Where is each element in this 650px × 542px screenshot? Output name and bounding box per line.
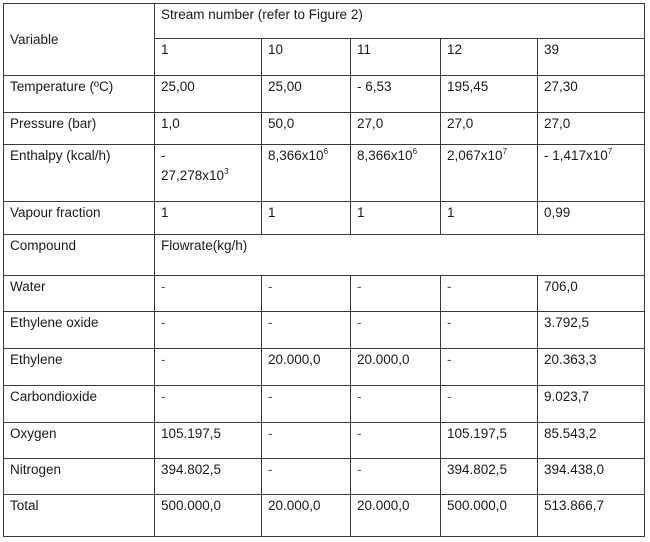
table-cell: 20.363,3 — [538, 349, 645, 386]
enthalpy-row — [4, 145, 645, 201]
table-cell: 1 — [441, 201, 538, 234]
enthalpy-exponent: 7 — [607, 147, 613, 157]
enthalpy-mantissa: 2,067x10 — [447, 148, 503, 164]
table-cell: 1 — [155, 201, 262, 234]
table-cell: 20.000,0 — [262, 349, 351, 386]
total-row — [4, 494, 645, 536]
row-label: Pressure (bar) — [4, 113, 155, 145]
row-label: Oxygen — [4, 423, 155, 458]
table-cell: 500.000,0 — [155, 494, 262, 536]
table-cell: 27,0 — [441, 113, 538, 145]
table-cell: - — [262, 312, 351, 349]
pressure-row — [4, 113, 645, 145]
table-cell: - — [262, 275, 351, 311]
temperature-row — [4, 76, 645, 113]
table-cell: - — [155, 349, 262, 386]
table-cell: 1 — [262, 201, 351, 234]
stream-39-header: 39 — [538, 39, 645, 76]
enthalpy-mantissa: - 1,417x10 — [544, 148, 608, 164]
stream-11-header: 11 — [351, 39, 441, 76]
carbondioxide-row — [4, 386, 645, 423]
row-label: Enthalpy (kcal/h) — [4, 145, 155, 201]
enthalpy-mantissa: 8,366x10 — [268, 148, 324, 164]
stream-12-header: 12 — [441, 39, 538, 76]
variable-header: Variable — [4, 4, 155, 76]
enthalpy-exponent: 6 — [412, 147, 418, 157]
stream-data-table — [3, 3, 645, 537]
compound-header-row — [4, 234, 645, 275]
table-cell: 3.792,5 — [538, 312, 645, 349]
oxygen-row — [4, 423, 645, 458]
table-cell: 195,45 — [441, 76, 538, 113]
table-cell: 27,0 — [351, 113, 441, 145]
table-cell: 0,99 — [538, 201, 645, 234]
table-cell: - — [441, 312, 538, 349]
enthalpy-cell — [441, 145, 538, 201]
table-cell: - — [441, 386, 538, 423]
enthalpy-cell — [351, 145, 441, 201]
table-cell: 27,30 — [538, 76, 645, 113]
table-cell: 1,0 — [155, 113, 262, 145]
table-cell: - 6,53 — [351, 76, 441, 113]
table-cell: 706,0 — [538, 275, 645, 311]
table-cell: 27,0 — [538, 113, 645, 145]
vapour-fraction-row — [4, 201, 645, 234]
table-cell: 25,00 — [262, 76, 351, 113]
enthalpy-cell — [155, 145, 262, 201]
table-cell: 105.197,5 — [441, 423, 538, 458]
table-cell: 105.197,5 — [155, 423, 262, 458]
ethylene-oxide-row — [4, 312, 645, 349]
table-cell: 20.000,0 — [351, 349, 441, 386]
table-cell: - — [441, 349, 538, 386]
stream-number-header: Stream number (refer to Figure 2) — [155, 4, 645, 39]
table-cell: - — [351, 312, 441, 349]
row-label: Water — [4, 275, 155, 311]
table-cell: - — [262, 423, 351, 458]
row-label: Vapour fraction — [4, 201, 155, 234]
table-cell: 500.000,0 — [441, 494, 538, 536]
enthalpy-exponent: 3 — [224, 167, 229, 177]
enthalpy-cell — [262, 145, 351, 201]
enthalpy-exponent: 7 — [502, 147, 508, 157]
table-cell: - — [262, 458, 351, 494]
stream-1-header: 1 — [155, 39, 262, 76]
enthalpy-mantissa: 8,366x10 — [357, 148, 413, 164]
stream-10-header: 10 — [262, 39, 351, 76]
enthalpy-mantissa: 27,278x10 — [161, 168, 225, 184]
nitrogen-row — [4, 458, 645, 494]
row-label: Ethylene — [4, 349, 155, 386]
table-cell: - — [155, 275, 262, 311]
table-cell: - — [262, 386, 351, 423]
table-cell: 513.866,7 — [538, 494, 645, 536]
compound-header: Compound — [4, 234, 155, 275]
row-label: Nitrogen — [4, 458, 155, 494]
table-cell: - — [351, 386, 441, 423]
row-label: Total — [4, 494, 155, 536]
header-row — [4, 4, 645, 39]
enthalpy-exponent: 6 — [323, 147, 329, 157]
table-cell: - — [351, 423, 441, 458]
enthalpy-cell — [538, 145, 645, 201]
table-cell: 25,00 — [155, 76, 262, 113]
water-row — [4, 275, 645, 311]
table-cell: 9.023,7 — [538, 386, 645, 423]
table-cell: 1 — [351, 201, 441, 234]
table-cell: - — [351, 275, 441, 311]
enthalpy-sign: - — [161, 148, 166, 164]
ethylene-row — [4, 349, 645, 386]
row-label: Temperature (ºC) — [4, 76, 155, 113]
row-label: Ethylene oxide — [4, 312, 155, 349]
table-cell: 20.000,0 — [262, 494, 351, 536]
flowrate-header: Flowrate(kg/h) — [155, 234, 645, 275]
table-cell: - — [155, 386, 262, 423]
table-cell: 394.438,0 — [538, 458, 645, 494]
table-cell: 20.000,0 — [351, 494, 441, 536]
table-cell: - — [351, 458, 441, 494]
table-cell: - — [155, 312, 262, 349]
table-cell: 394.802,5 — [155, 458, 262, 494]
table-cell: 394.802,5 — [441, 458, 538, 494]
row-label: Carbondioxide — [4, 386, 155, 423]
table-cell: - — [441, 275, 538, 311]
table-cell: 85.543,2 — [538, 423, 645, 458]
table-cell: 50,0 — [262, 113, 351, 145]
